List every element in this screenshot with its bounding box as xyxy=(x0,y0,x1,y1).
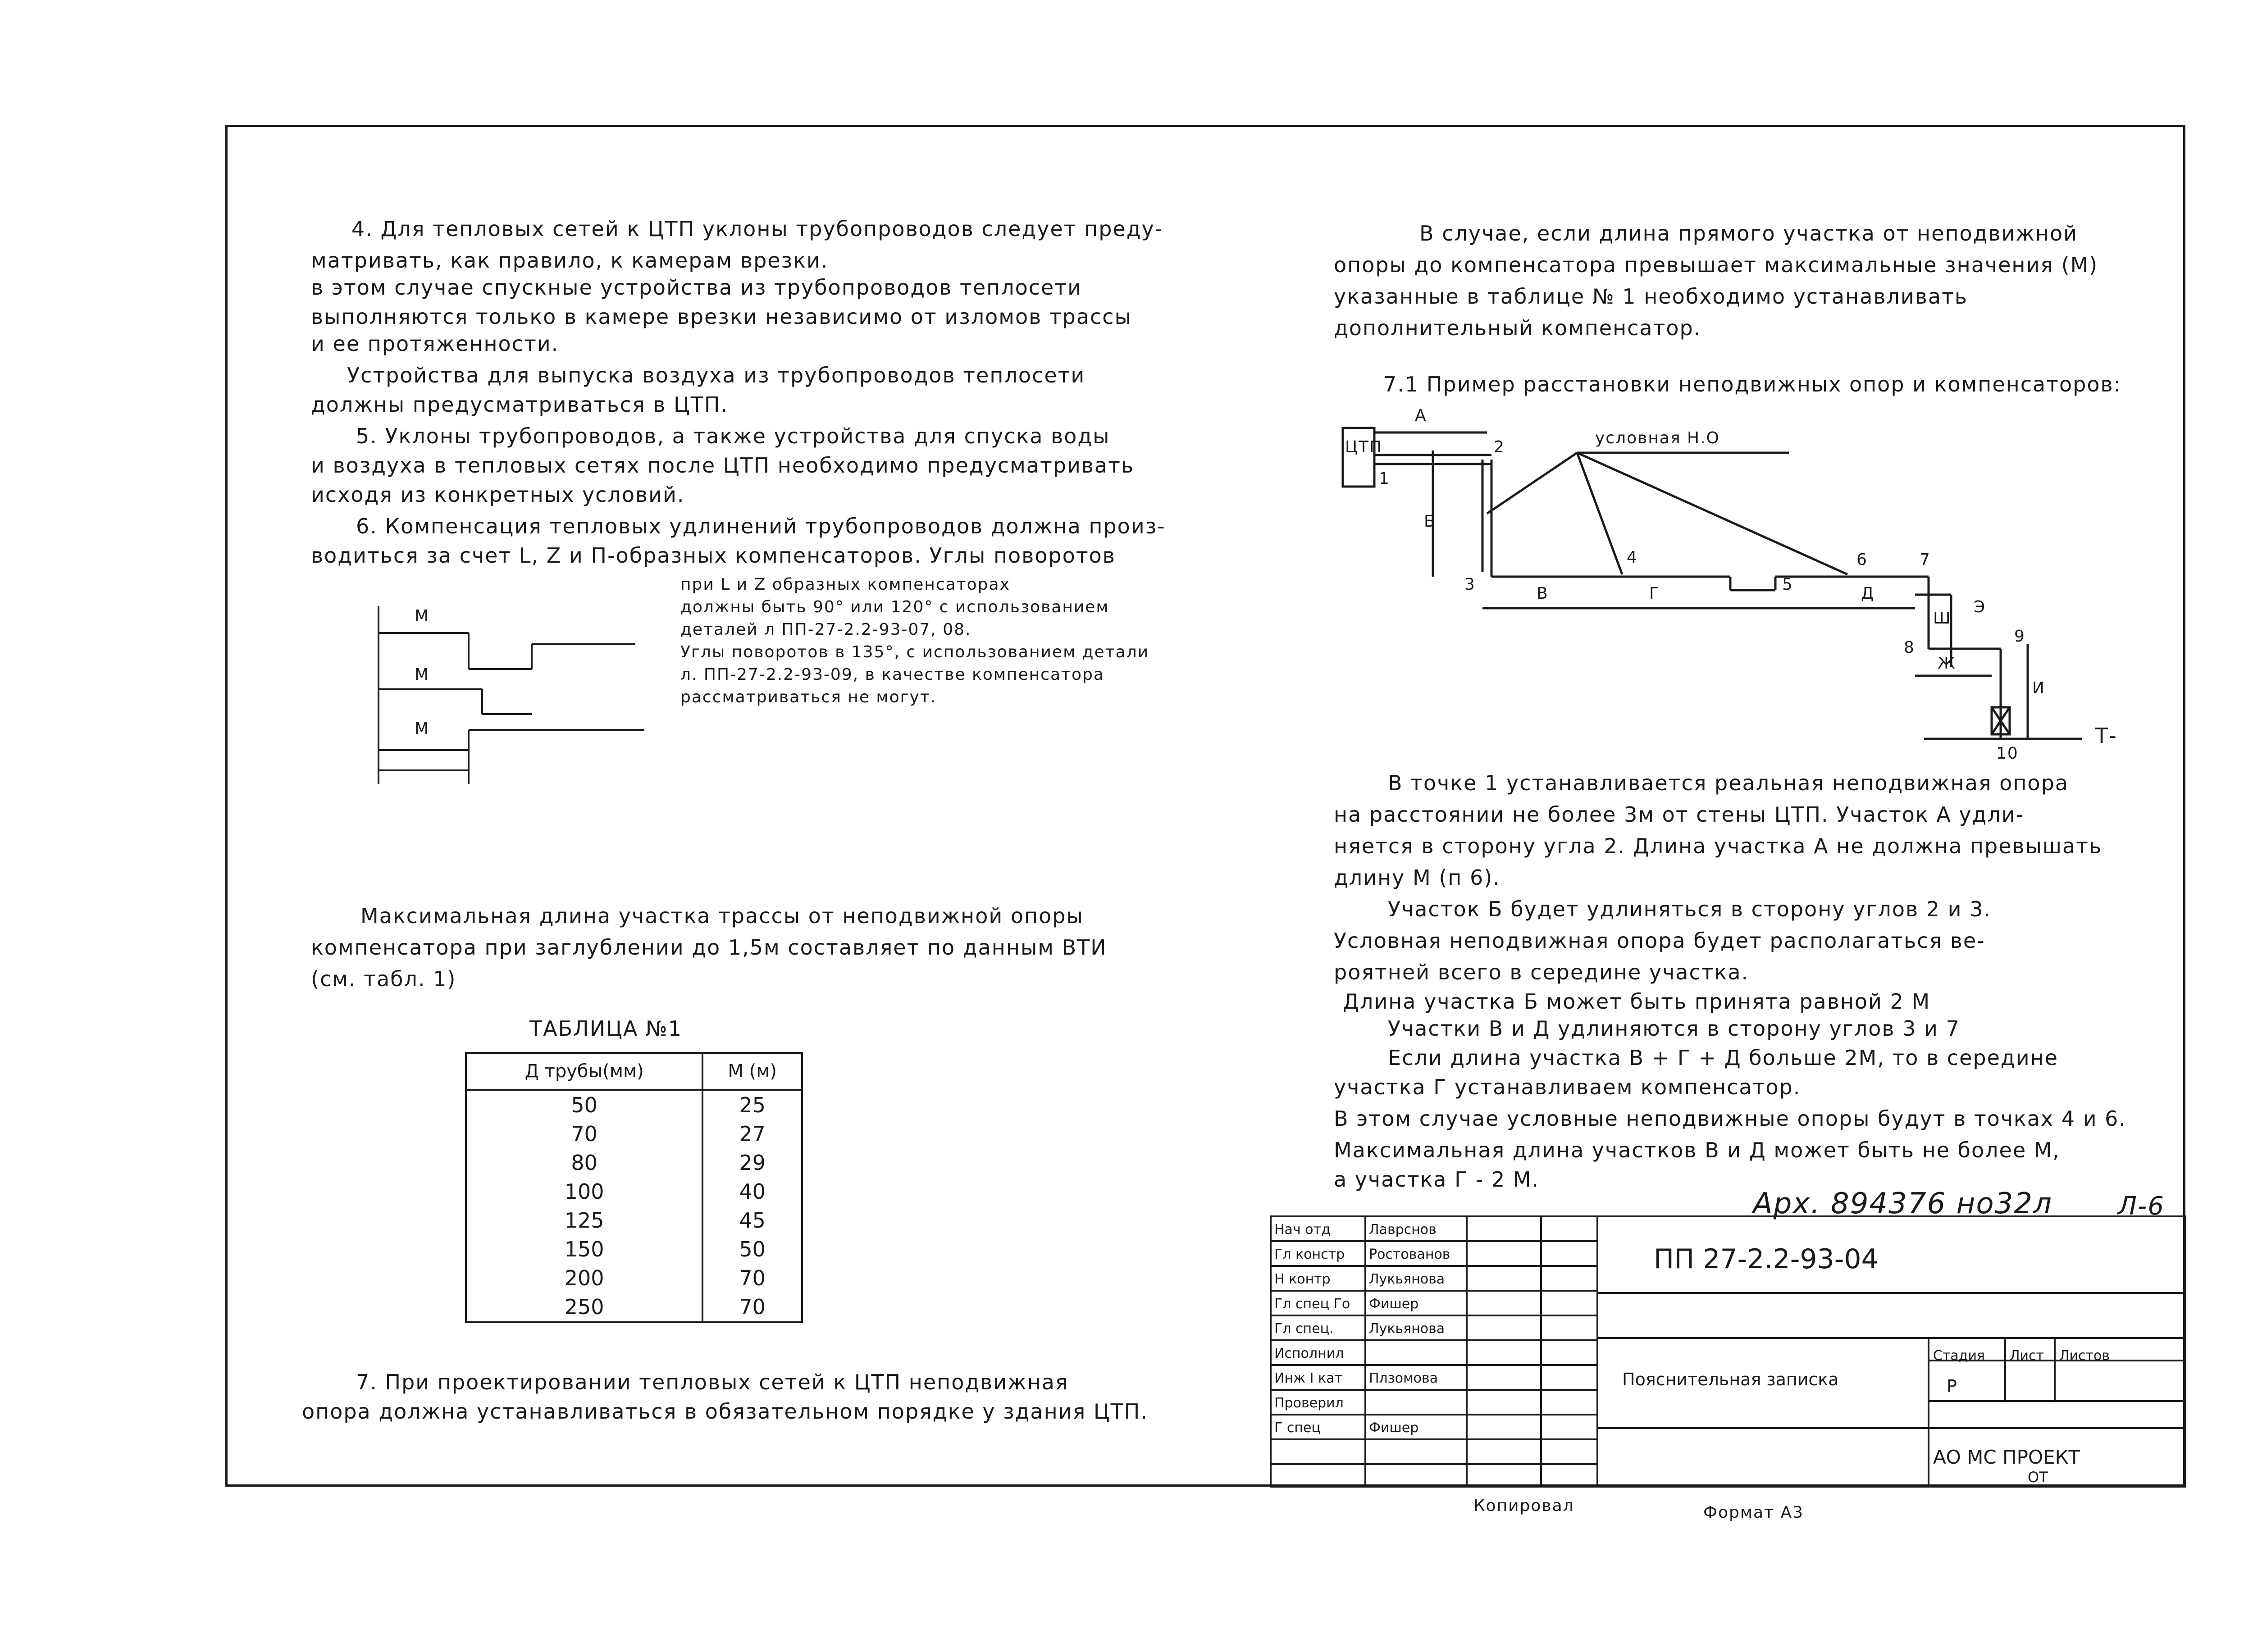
point-label: 8 xyxy=(1904,638,1915,657)
point-label: 9 xyxy=(2014,627,2025,646)
point-label: 7 xyxy=(1920,551,1931,569)
text-line: Участок Б будет удлиняться в сторону углов 2 и 3. xyxy=(1388,897,1992,921)
text-line: участка Г устанавливаем компенсатор. xyxy=(1334,1075,1801,1099)
text-line: рассматриваться не могут. xyxy=(680,688,937,706)
text-line: при L и Z образных компенсаторах xyxy=(680,575,1010,594)
table-cell: 45 xyxy=(702,1206,802,1235)
table-header: Д трубы(мм) xyxy=(466,1053,702,1090)
segment-label: Э xyxy=(1974,598,1986,616)
m-label: М xyxy=(415,665,430,684)
archive-number: Арх. 894376 но32л xyxy=(1753,1187,2052,1220)
table-cell: 200 xyxy=(466,1264,702,1292)
table-header: М (м) xyxy=(702,1053,802,1090)
table-cell: 50 xyxy=(702,1235,802,1264)
role-label: Гл констр xyxy=(1274,1247,1345,1262)
text-line: Устройства для выпуска воздуха из трубопроводов теплосети xyxy=(347,363,1085,387)
example-title: 7.1 Пример расстановки неподвижных опор и компенсаторов: xyxy=(1383,372,2122,396)
segment-label: И xyxy=(2032,679,2045,697)
text-line: В точке 1 устанавливается реальная неподвижная опора xyxy=(1388,771,2069,795)
conditional-support-label: условная Н.О xyxy=(1595,429,1720,447)
table-cell: 70 xyxy=(702,1264,802,1292)
table-cell: 70 xyxy=(466,1120,702,1148)
table-cell: 70 xyxy=(702,1292,802,1322)
name-label: Лукьянова xyxy=(1369,1321,1445,1337)
title-block xyxy=(1271,1216,2185,1487)
col-header: Стадия xyxy=(1933,1348,1985,1364)
text-line: 5. Уклоны трубопроводов, а также устройства для спуска воды xyxy=(356,424,1110,448)
point-label: 1 xyxy=(1379,469,1390,488)
name-label: Фишер xyxy=(1369,1420,1419,1436)
role-label: Инж I кат xyxy=(1274,1370,1342,1386)
segment-label: Ш xyxy=(1933,609,1952,628)
text-line: роятней всего в середине участка. xyxy=(1334,960,1749,984)
text-line: няется в сторону угла 2. Длина участка А не должна превышать xyxy=(1334,834,2102,858)
point-label: 10 xyxy=(1996,744,2019,763)
text-line: водиться за счет L, Z и П-образных компенсаторов. Углы поворотов xyxy=(311,543,1116,568)
table-cell: 25 xyxy=(702,1090,802,1120)
segment-label: Г xyxy=(1649,584,1660,603)
text-line: и ее протяженности. xyxy=(311,332,559,356)
role-label: Нач отд xyxy=(1274,1222,1331,1238)
text-line: на расстоянии не более 3м от стены ЦТП. Участок А удли- xyxy=(1334,802,2025,827)
text-line: и воздуха в тепловых сетях после ЦТП необходимо предусматривать xyxy=(311,453,1135,478)
segment-label: А xyxy=(1415,406,1427,425)
segment-label: Б xyxy=(1424,512,1436,531)
text-line: опоры до компенсатора превышает максимальные значения (М) xyxy=(1334,253,2098,277)
col-header: Лист xyxy=(2010,1348,2044,1364)
point-label: 2 xyxy=(1494,438,1505,456)
m-label: М xyxy=(415,719,430,738)
table-cell: 27 xyxy=(702,1120,802,1148)
table-cell: 80 xyxy=(466,1148,702,1177)
text-line: Участки В и Д удлиняются в сторону углов 3 и 7 xyxy=(1388,1016,1960,1041)
point-label: 3 xyxy=(1464,575,1476,594)
text-line: В этом случае условные неподвижные опоры будут в точках 4 и 6. xyxy=(1334,1106,2127,1131)
role-label: Гл спец. xyxy=(1274,1321,1334,1337)
text-line: Если длина участка В + Г + Д больше 2М, то в середине xyxy=(1388,1046,2058,1070)
table-cell: 125 xyxy=(466,1206,702,1235)
text-line: длину М (п 6). xyxy=(1334,865,1500,890)
ctp-label: ЦТП xyxy=(1345,438,1383,456)
segment-label: В xyxy=(1537,584,1549,603)
role-label: Исполнил xyxy=(1274,1346,1344,1361)
role-label: Гл спец Го xyxy=(1274,1296,1350,1312)
segment-label: Ж xyxy=(1938,654,1956,673)
name-label: Ростованов xyxy=(1369,1247,1450,1262)
document-name: Пояснительная записка xyxy=(1622,1370,1839,1389)
text-line: должны предусматриваться в ЦТП. xyxy=(311,392,729,417)
role-label: Н контр xyxy=(1274,1271,1331,1287)
t-label: Т- xyxy=(2095,724,2117,748)
role-label: Проверил xyxy=(1274,1395,1344,1411)
stage-value: Р xyxy=(1947,1376,1957,1396)
role-label: Г спец xyxy=(1274,1420,1321,1436)
text-line: 7. При проектировании тепловых сетей к ЦТП неподвижная xyxy=(356,1370,1069,1394)
text-line: (см. табл. 1) xyxy=(311,967,456,991)
text-line: 6. Компенсация тепловых удлинений трубопроводов должна произ- xyxy=(356,514,1166,538)
table-cell: 100 xyxy=(466,1177,702,1206)
text-line: л. ПП-27-2.2-93-09, в качестве компенсатора xyxy=(680,665,1104,684)
m-label: М xyxy=(415,607,430,625)
table-cell: 50 xyxy=(466,1090,702,1120)
text-line: Максимальная длина участка трассы от неподвижной опоры xyxy=(360,904,1084,928)
text-line: опора должна устанавливаться в обязательном порядке у здания ЦТП. xyxy=(302,1399,1148,1424)
format-label: Формат А3 xyxy=(1703,1503,1804,1522)
text-line: исходя из конкретных условий. xyxy=(311,482,685,507)
text-line: Углы поворотов в 135°, с использованием детали xyxy=(680,643,1149,661)
text-line: Условная неподвижная опора будет располагаться ве- xyxy=(1334,928,1985,953)
col-header: Листов xyxy=(2059,1348,2110,1364)
table-title: ТАБЛИЦА №1 xyxy=(529,1016,683,1041)
text-line: дополнительный компенсатор. xyxy=(1334,316,1701,340)
table-cell: 29 xyxy=(702,1148,802,1177)
text-line: а участка Г - 2 М. xyxy=(1334,1167,1540,1192)
text-line: матривать, как правило, к камерам врезки. xyxy=(311,248,829,273)
document-code: ПП 27-2.2-93-04 xyxy=(1654,1243,1879,1275)
name-label: Лукьянова xyxy=(1369,1271,1445,1287)
text-line: В случае, если длина прямого участка от неподвижной xyxy=(1419,221,2078,246)
text-line: деталей л ПП-27-2.2-93-07, 08. xyxy=(680,620,971,639)
point-label: 5 xyxy=(1782,575,1793,594)
organization: АО МС ПРОЕКТ xyxy=(1933,1446,2080,1468)
text-line: 4. Для тепловых сетей к ЦТП уклоны трубопроводов следует преду- xyxy=(351,217,1163,241)
point-label: 4 xyxy=(1627,548,1638,567)
table-cell: 150 xyxy=(466,1235,702,1264)
name-label: Фишер xyxy=(1369,1296,1419,1312)
organization-suffix: ОТ xyxy=(2028,1469,2048,1486)
point-label: 6 xyxy=(1856,551,1868,569)
text-line: компенсатора при заглублении до 1,5м составляет по данным ВТИ xyxy=(311,935,1107,960)
text-line: Максимальная длина участков В и Д может быть не более М, xyxy=(1334,1138,2061,1162)
text-line: указанные в таблице № 1 необходимо устанавливать xyxy=(1334,284,1968,309)
table-cell: 40 xyxy=(702,1177,802,1206)
text-line: в этом случае спускные устройства из трубопроводов теплосети xyxy=(311,275,1082,300)
table-cell: 250 xyxy=(466,1292,702,1322)
name-label: Лаврснов xyxy=(1369,1222,1437,1238)
segment-label: Д xyxy=(1861,584,1875,603)
text-line: должны быть 90° или 120° с использованием xyxy=(680,598,1109,616)
sheet-mark: Л-6 xyxy=(2118,1192,2165,1221)
text-line: выполняются только в камере врезки независимо от изломов трассы xyxy=(311,305,1132,329)
name-label: Плзомова xyxy=(1369,1370,1438,1386)
text-line: Длина участка Б может быть принята равной 2 М xyxy=(1343,989,1931,1014)
copied-label: Копировал xyxy=(1473,1497,1574,1515)
